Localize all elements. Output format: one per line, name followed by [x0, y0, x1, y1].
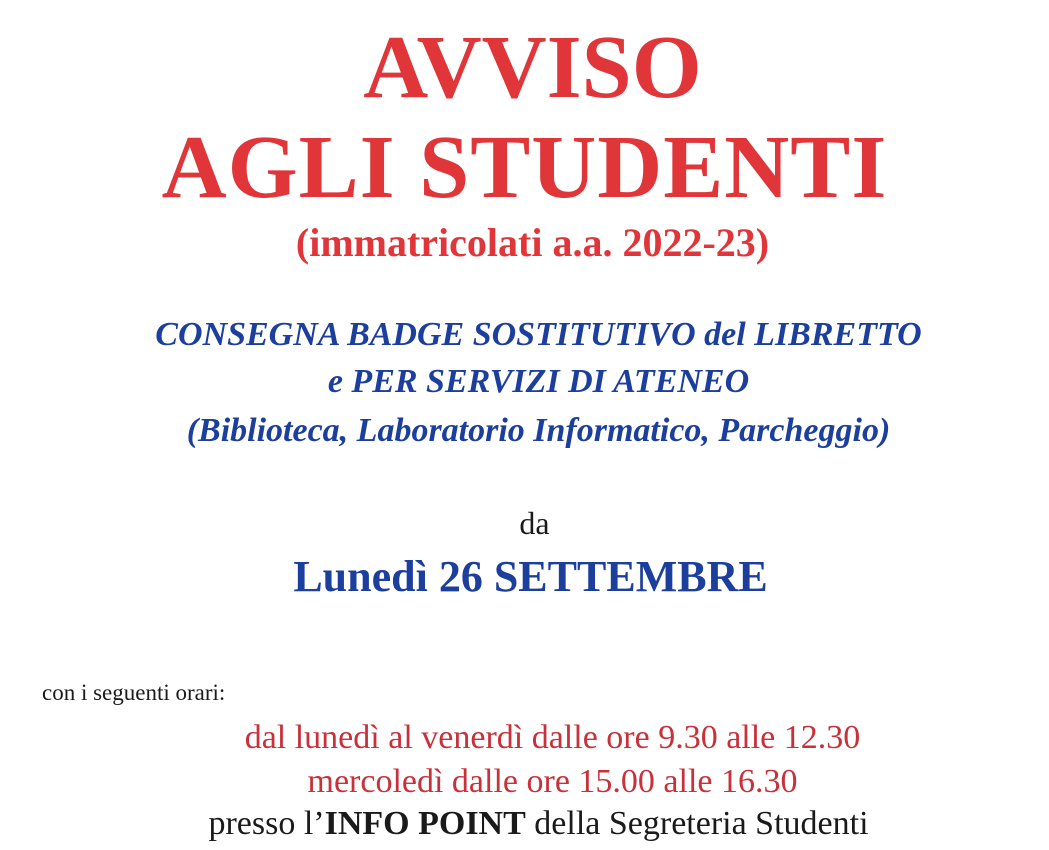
- service-line-1: CONSEGNA BADGE SOSTITUTIVO del LIBRETTO: [155, 316, 922, 353]
- from-label: da: [519, 505, 550, 541]
- notice-subtitle: (immatricolati a.a. 2022-23): [295, 220, 770, 265]
- location-prefix: presso l’: [208, 805, 325, 842]
- notice-title-agli-studenti: AGLI STUDENTI: [161, 118, 888, 217]
- service-line-2: e PER SERVIZI DI ATENEO: [327, 363, 750, 400]
- service-line-3: (Biblioteca, Laboratorio Informatico, Parcheggio): [186, 412, 891, 449]
- start-date: Lunedì 26 SETTEMBRE: [293, 552, 768, 601]
- location-info-point: INFO POINT: [324, 805, 526, 842]
- hours-weekdays: dal lunedì al venerdì dalle ore 9.30 alle 12.30: [244, 719, 861, 756]
- hours-intro: con i seguenti orari:: [42, 680, 226, 705]
- notice-title-avviso: AVVISO: [363, 18, 702, 117]
- location-line: [0, 802, 1049, 846]
- hours-wednesday: mercoledì dalle ore 15.00 alle 16.30: [307, 763, 798, 800]
- location-suffix: della Segreteria Studenti: [525, 805, 869, 842]
